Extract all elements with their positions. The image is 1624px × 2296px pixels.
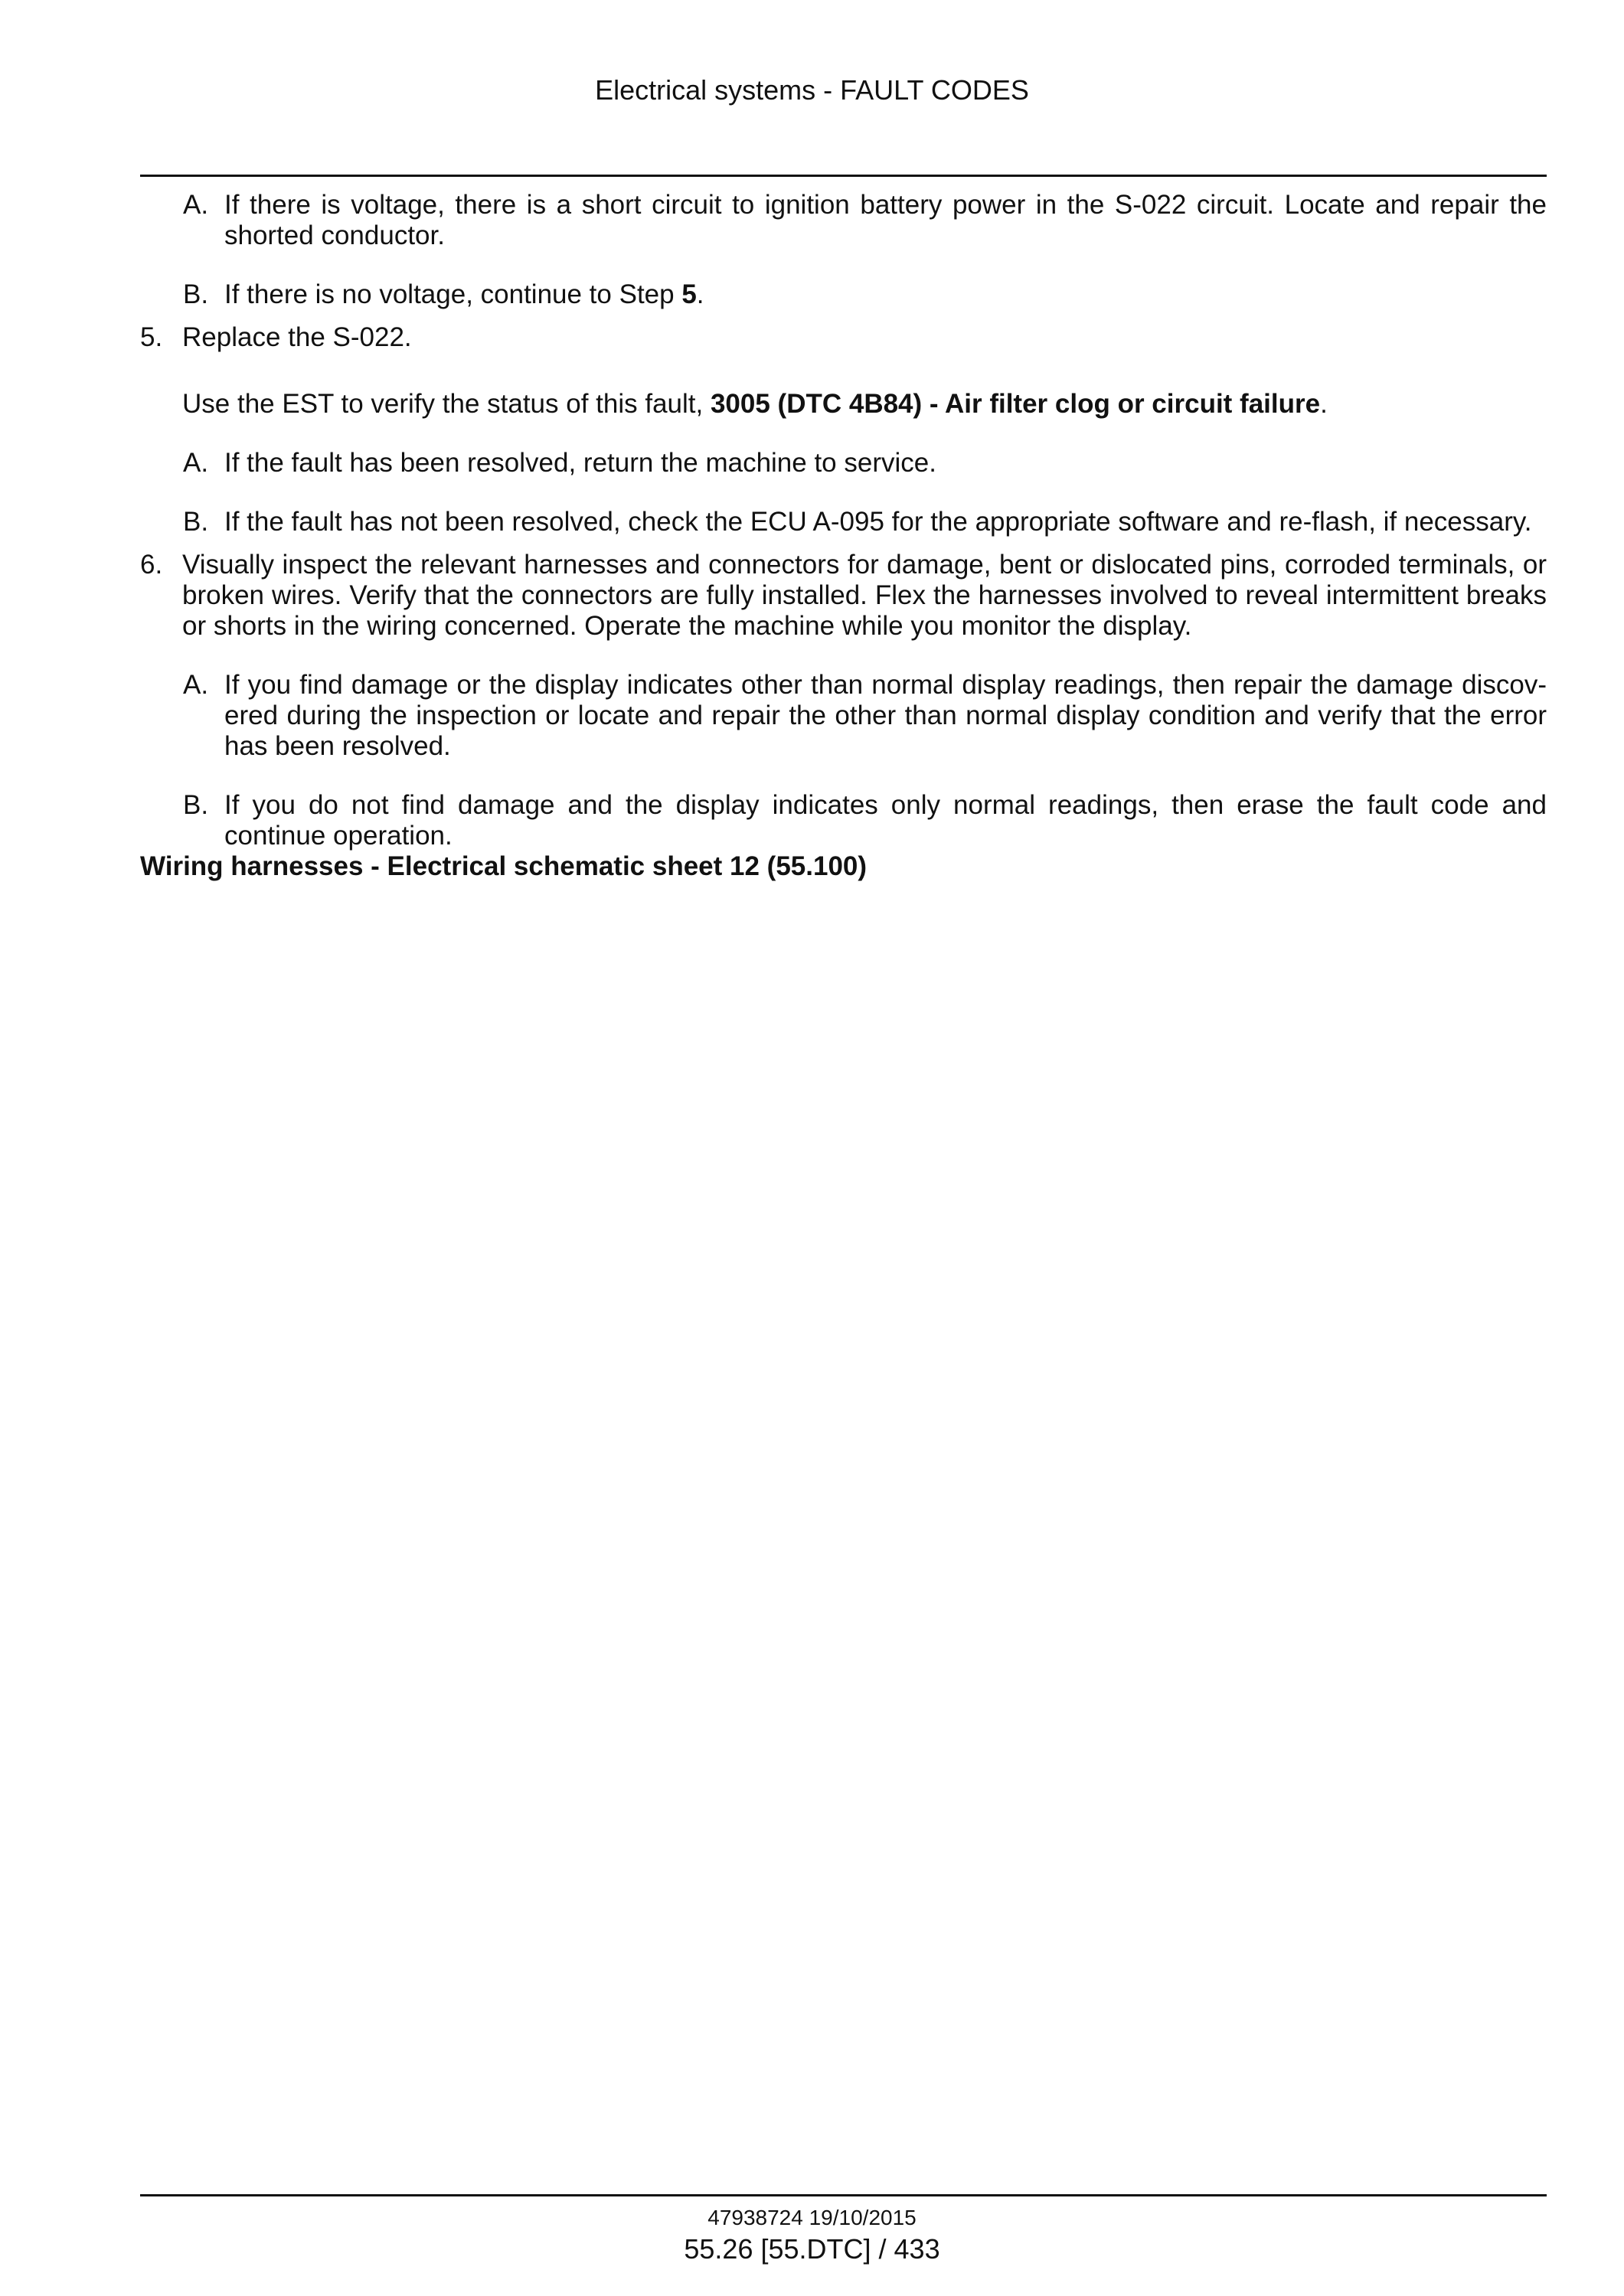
list-item-text: If there is no voltage, continue to Step	[224, 279, 682, 309]
list-item-b1	[183, 279, 1547, 310]
step-reference: 5	[681, 279, 697, 309]
footer-page-number: 55.26 [55.DTC] / 433	[684, 2233, 940, 2265]
list-marker: B.	[183, 790, 209, 820]
list-item-a1	[183, 190, 1547, 251]
fault-name: 3005 (DTC 4B84) - Air filter clog or circuit failure	[710, 389, 1321, 419]
list-item-text: If the fault has not been resolved, check the ECU A-095 for the appropriate software and re-flash, if necessary.	[224, 507, 1532, 537]
list-item-text: If the fault has been resolved, return the machine to service.	[224, 448, 936, 478]
list-item-text: If there is voltage, there is a short circuit to ignition battery power in the S-022 circuit. Locate and repair the shorted conductor.	[224, 190, 1547, 250]
verify-paragraph	[182, 389, 1547, 420]
list-item-b3	[183, 790, 1547, 851]
list-item-text: If you do not find damage and the display indicates only normal readings, then erase the fault code and continue operation.	[224, 790, 1547, 851]
step-6	[140, 550, 1547, 642]
list-item-a2	[183, 448, 1547, 478]
list-marker: B.	[183, 507, 209, 537]
verify-text: Use the EST to verify the status of this fault,	[182, 389, 711, 419]
list-marker: A.	[183, 190, 209, 220]
verify-punct: .	[1320, 389, 1328, 419]
footer-divider	[140, 2194, 1547, 2196]
step-number: 5.	[140, 322, 163, 352]
cross-reference-link[interactable]	[140, 851, 1547, 882]
step-number: 6.	[140, 550, 163, 580]
list-item-b2	[183, 507, 1547, 537]
footer-doc-number: 47938724 19/10/2015	[707, 2206, 917, 2229]
cross-reference-text[interactable]: Wiring harnesses - Electrical schematic sheet 12 (55.100)	[140, 851, 868, 881]
page-header-title: Electrical systems - FAULT CODES	[595, 74, 1029, 106]
list-item-a3	[183, 670, 1547, 762]
step-text: Replace the S-022.	[182, 322, 412, 352]
header-divider	[140, 175, 1547, 177]
list-marker: A.	[183, 670, 209, 700]
list-item-text: If you find damage or the display indicates other than normal display readings, then repair the damage discovered during the inspection or locate and repair the other than normal display condition and verify that the error has been resolved.	[224, 670, 1547, 761]
step-text: Visually inspect the relevant harnesses and connectors for damage, bent or dislocated pins, corroded terminals, or broken wires. Verify that the connectors are fully installed. Flex the harnesses involved to reveal intermittent breaks or shorts in the wiring concerned. Operate the machine while you monitor the display.	[182, 550, 1547, 641]
step-5	[140, 322, 1547, 353]
document-body	[140, 190, 1547, 882]
list-marker: A.	[183, 448, 209, 478]
list-marker: B.	[183, 279, 209, 309]
list-item-punct: .	[696, 279, 704, 309]
